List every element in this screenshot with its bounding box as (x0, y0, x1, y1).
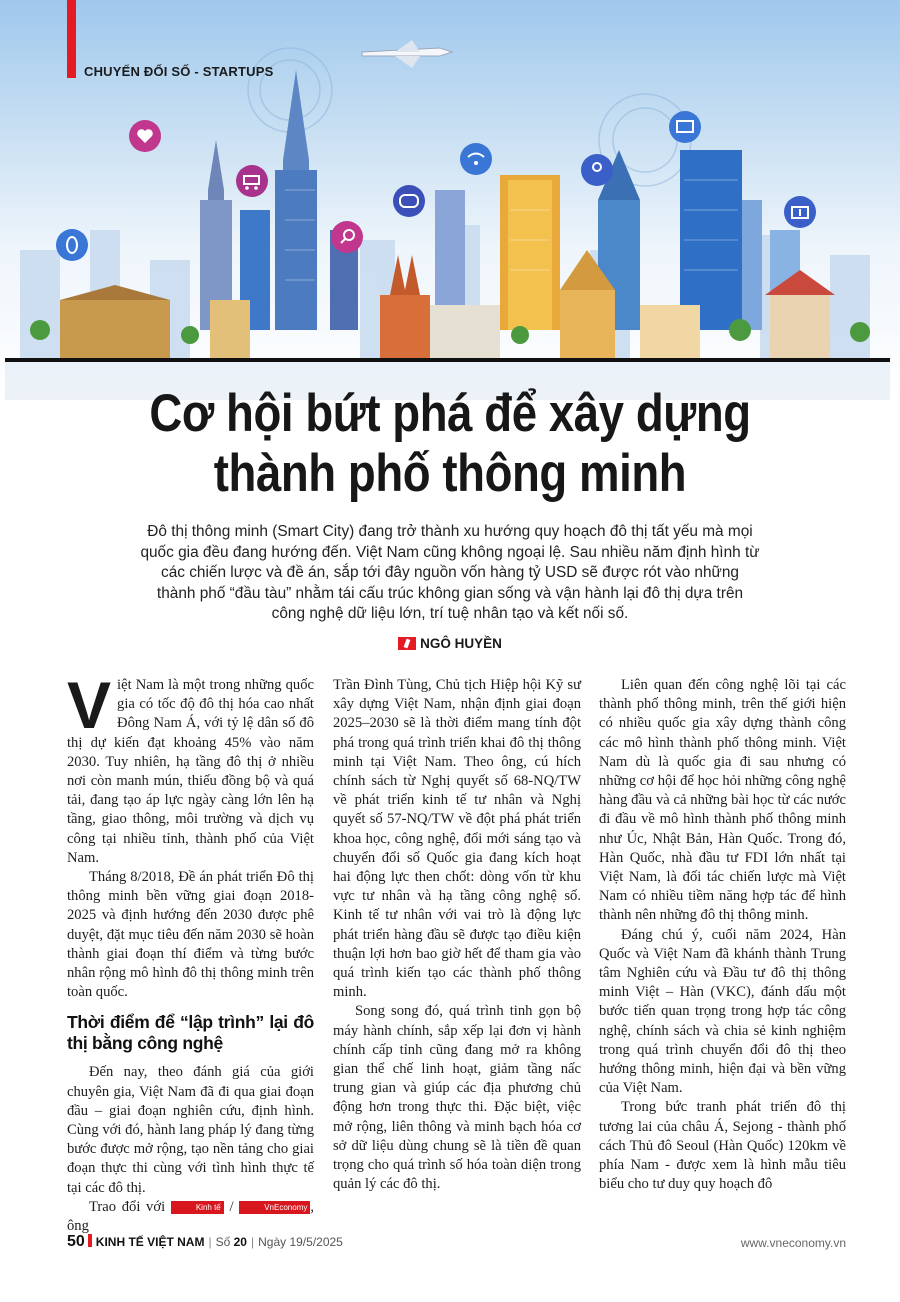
paragraph: Đáng chú ý, cuối năm 2024, Hàn Quốc và Việt Nam đã khánh thành Trung tâm Nghiên cứu và Đầu tư đô thị thông minh Việt – Hàn (VKC), đánh dấu một bước tiến quan trọng trong hợp tác công nghệ, chính sách và chia sẻ kinh nghiệm trong quá trình chuyển đổi đô thị theo hướng thông minh, hiện đại và bền vững của Việt Nam. (599, 926, 846, 1097)
footer-accent-bar (88, 1234, 92, 1247)
magazine-name: KINH TẾ VIỆT NAM (95, 1235, 205, 1249)
paragraph: Trần Đình Tùng, Chủ tịch Hiệp hội Kỹ sư xây dựng Việt Nam, nhận định giai đoạn 2025–2030 sẽ là thời điểm mang tính đột phá trong quá trình triển khai đô thị thông minh tại Việt Nam. Theo ông, cú hích chính sách từ Nghị quyết số 68-NQ/TW về phát triển kinh tế tư nhân và Nghị quyết số 57-NQ/TW về đột phá phát triển khoa học, công nghệ, đổi mới sáng tạo và chuyển đổi số Quốc gia đang kích hoạt hai động lực then chốt: dòng vốn từ khu vực tư nhân và hạ tầng công nghệ số. Kinh tế tư nhân với vai trò là động lực phát triển hàng đầu sẽ được tạo điều kiện thuận lợi hơn bao giờ hết để tham gia vào quá trình kiến tạo các thành phố thông minh. (333, 677, 581, 1001)
location-pin-icon (581, 154, 613, 186)
icon-bubbles (0, 0, 900, 400)
page-footer: 50 KINH TẾ VIỆT NAM | Số 20 | Ngày 19/5/2025 www.vneconomy.vn (67, 1233, 846, 1250)
kinh-te-logo: Kinh tế (171, 1201, 224, 1214)
section-subheading: Thời điểm để “lập trình” lại đô thị bằng công nghệ (67, 1012, 314, 1054)
paragraph: Tháng 8/2018, Đề án phát triển Đô thị thông minh bền vững giai đoạn 2018-2025 và định hướng đến 2030 được phê duyệt, đặt mục tiêu đến năm 2030 sẽ hoàn thành giai đoạn thí điểm và từng bước nhân rộng mô hình đô thị thông minh trên toàn quốc. (67, 869, 314, 1001)
paragraph: Việt Nam là một trong những quốc gia có tốc độ đô thị hóa cao nhất Đông Nam Á, với tỷ lệ dân số đô thị dự kiến đạt khoảng 45% vào năm 2030. Tuy nhiên, hạ tầng đô thị ở nhiều nơi còn manh mún, thiếu đồng bộ và quá tải, đang tạo áp lực ngày càng lớn lên hạ tầng, giao thông, môi trường và dịch vụ công tại nhiều tỉnh, thành phố của Việt Nam. (67, 668, 314, 866)
search-icon (331, 221, 363, 253)
hero-illustration (0, 0, 900, 400)
article-lead: Đô thị thông minh (Smart City) đang trở thành xu hướng quy hoạch đô thị tất yếu mà mọi quốc gia đều đang hướng đến. Việt Nam cũng không ngoại lệ. Sau nhiều năm định hình từ các chiến lược và đề án, sắp tới đây nguồn vốn hàng tỷ USD sẽ được rót vào những thành phố “đầu tàu” nhằm tái cấu trúc không gian sống và vận hành lại đô thị dựa trên công nghệ dữ liệu lớn, trí tuệ nhân tạo và kết nối số. (140, 523, 760, 623)
medical-bag-icon (784, 196, 816, 228)
section-accent-bar (67, 0, 76, 78)
leaf-icon (56, 229, 88, 261)
article-column-1 (67, 668, 315, 1236)
article-column-3 (599, 676, 846, 1194)
article-title (115, 384, 786, 504)
website-link[interactable]: www.vneconomy.vn (740, 1236, 846, 1250)
page-number: 50 (67, 1233, 85, 1250)
chat-icon (393, 185, 425, 217)
paragraph: Trao đổi với Kinh tế / VnEconomy , ông (67, 1198, 315, 1235)
pen-icon (398, 637, 416, 650)
paragraph: Song song đó, quá trình tinh gọn bộ máy hành chính, sắp xếp lại đơn vị hành chính cấp tỉnh cũng đang mở ra không gian thể chế linh hoạt, giảm tầng nấc trung gian và giúp các địa phương chủ động hơn trong thực thi. Đặc biệt, việc mở rộng, liên thông và minh bạch hóa cơ sở dữ liệu dùng chung sẽ là tiền đề quan trọng cho quá trình số hóa toàn diện trong quản lý các đô thị. (333, 1003, 581, 1193)
vneconomy-logo: VnEconomy (239, 1201, 310, 1214)
drop-cap: V (67, 668, 112, 742)
mail-icon (669, 111, 701, 143)
section-label: CHUYỂN ĐỔI SỐ - STARTUPS (84, 64, 274, 79)
article-column-2 (333, 676, 581, 1194)
title-line-1: Cơ hội bứt phá để xây dựng (149, 384, 751, 443)
paragraph: Trong bức tranh phát triển đô thị tương lai của châu Á, Sejong - thành phố cách Thủ đô Seoul (Hàn Quốc) 120km về phía Nam - được xem là hình mẫu tiêu biểu cho tư duy quy hoạch đô (599, 1099, 846, 1193)
paragraph: Đến nay, theo đánh giá của giới chuyên gia, Việt Nam đã đi qua giai đoạn đầu – giai đoạn nghiên cứu, định hình. Cùng với đó, hành lang pháp lý đang từng bước được mở rộng, tạo nền tảng cho giai đoạn thực thi cùng với tình hình thực tế tại các đô thị. (67, 1064, 314, 1196)
author-name: NGÔ HUYỀN (420, 636, 502, 651)
paragraph: Liên quan đến công nghệ lõi tại các thành phố thông minh, trên thế giới hiện có nhiều quốc gia xây dựng thành công các mô hình thành phố thông minh. Việt Nam dù là quốc gia đi sau nhưng có những cơ hội để học hỏi những công nghệ hàng đầu và cả những bài học từ các nước đi đầu về mô hình thành phố thông minh như Úc, Nhật Bản, Hàn Quốc. Trong đó, Hàn Quốc, nhà đầu tư FDI lớn nhất tại Việt Nam, là đối tác chiến lược mà Việt Nam có nhiều tiềm năng hợp tác để hình thành nên những đô thị thông minh. (599, 677, 846, 924)
cart-icon (236, 165, 268, 197)
issue-number: Số 20 (215, 1235, 247, 1249)
heart-icon (129, 120, 161, 152)
byline (0, 636, 900, 651)
issue-date: Ngày 19/5/2025 (258, 1235, 343, 1249)
wifi-icon (460, 143, 492, 175)
title-line-2: thành phố thông minh (213, 444, 687, 503)
